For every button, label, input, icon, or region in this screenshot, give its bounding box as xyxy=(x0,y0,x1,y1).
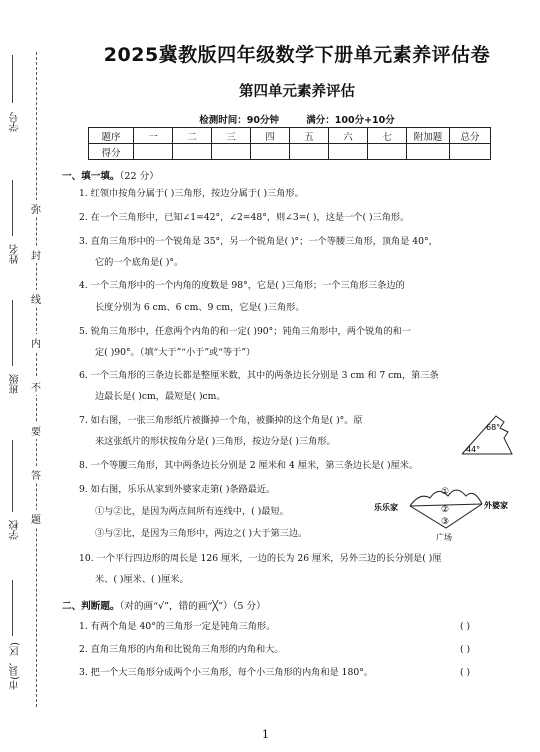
question-9: 9. 如右图，乐乐从家到外婆家走第( )条路最近。 xyxy=(79,484,276,495)
question-2: 2. 在一个三角形中，已知∠1=42°，∠2=48°，则∠3=( )，这是一个( )三角形。 xyxy=(79,212,410,223)
question-9-a: ①与②比，是因为两点间所有连线中，( )最短。 xyxy=(95,506,289,517)
student-id-line xyxy=(12,55,13,103)
exam-title: 2025冀教版四年级数学下册单元素养评估卷 xyxy=(103,44,491,66)
seal-char: 内 xyxy=(31,334,41,351)
seal-char: 要 xyxy=(31,422,41,439)
angle-44-label: 44° xyxy=(466,445,481,454)
score-blank[interactable] xyxy=(450,144,491,160)
score-blank[interactable] xyxy=(212,144,251,160)
seal-char: 线 xyxy=(31,290,41,307)
name-label: 姓名 xyxy=(10,244,21,264)
score-cell: 五 xyxy=(290,128,329,144)
route-3-label: ③ xyxy=(441,517,450,527)
class-label: 班级 xyxy=(10,374,21,394)
student-id-label: 学号 xyxy=(10,112,21,132)
question-7: 7. 如右图，一张三角形纸片被撕掉一个角，被撕掉的这个角是( )°。原 xyxy=(79,415,363,426)
exam-subtitle: 第四单元素养评估 xyxy=(239,84,355,100)
angle-68-label: 68° xyxy=(486,423,501,432)
section1-heading xyxy=(62,168,159,182)
district-line xyxy=(12,580,13,636)
judge-answer-2[interactable]: ( ) xyxy=(460,644,471,655)
exam-time: 检测时间：90分钟 xyxy=(199,115,279,126)
question-10-cont: 米、( )厘米、( )厘米。 xyxy=(95,574,189,585)
question-6-cont: 边最长是( )cm，最短是( )cm。 xyxy=(95,391,226,402)
score-row-label: 得分 xyxy=(89,144,134,160)
score-cell: 题序 xyxy=(89,128,134,144)
exam-meta xyxy=(62,112,532,126)
score-blank[interactable] xyxy=(134,144,173,160)
score-blank[interactable] xyxy=(290,144,329,160)
seal-char: 弥 xyxy=(31,200,41,217)
question-4: 4. 一个三角形中的一个内角的度数是 98°，它是( )三角形；一个三角形三条边的 xyxy=(79,280,405,291)
question-10: 10. 一个平行四边形的周长是 126 厘米，一边的长为 26 厘米，另外三边的长分别是( )厘 xyxy=(79,553,442,564)
score-blank[interactable] xyxy=(251,144,290,160)
judge-answer-1[interactable]: ( ) xyxy=(460,621,471,632)
section2-heading xyxy=(62,598,266,612)
plaza-label: 广场 xyxy=(436,533,452,542)
question-8: 8. 一个等腰三角形，其中两条边长分别是 2 厘米和 4 厘米，第三条边长是( )厘米。 xyxy=(79,460,419,471)
seal-char: 题 xyxy=(31,510,41,527)
question-6: 6. 一个三角形的三条边长都是整厘米数，其中的两条边长分别是 3 cm 和 7 cm，第三条 xyxy=(79,370,439,381)
score-cell: 七 xyxy=(368,128,407,144)
score-cell: 三 xyxy=(212,128,251,144)
question-5: 5. 锐角三角形中，任意两个内角的和一定( )90°；钝角三角形中，两个锐角的和一 xyxy=(79,326,412,337)
question-7-cont: 来这张纸片的形状按角分是( )三角形，按边分是( )三角形。 xyxy=(95,436,336,447)
school-label: 学校 xyxy=(10,520,21,540)
score-cell: 六 xyxy=(329,128,368,144)
section2-points: （对的画“√”，错的画“╳”）（5 分） xyxy=(119,601,266,612)
score-table xyxy=(88,127,491,160)
score-blank[interactable] xyxy=(407,144,450,160)
judge-answer-3[interactable]: ( ) xyxy=(460,667,471,678)
score-cell: 二 xyxy=(173,128,212,144)
question-1: 1. 红领巾按角分属于( )三角形，按边分属于( )三角形。 xyxy=(79,188,304,199)
section2-title: 二、判断题。 xyxy=(62,601,120,612)
exam-full-score: 满分：100分+10分 xyxy=(306,115,395,126)
question-3-cont: 它的一个底角是( )°。 xyxy=(95,257,184,268)
judge-question-3: 3. 把一个大三角形分成两个小三角形，每个小三角形的内角和是 180°。 xyxy=(79,667,373,678)
question-9-b: ③与②比，是因为三角形中，两边之( )大于第三边。 xyxy=(95,528,308,539)
section1-title: 一、填一填。 xyxy=(62,171,120,182)
score-table-header-row xyxy=(89,128,491,144)
home-label: 乐乐家 xyxy=(374,503,398,512)
score-cell: 总分 xyxy=(450,128,491,144)
route-2-label: ② xyxy=(441,505,450,515)
score-blank[interactable] xyxy=(329,144,368,160)
district-label: 市(县、区) xyxy=(10,642,21,690)
school-line xyxy=(12,440,13,512)
seal-char: 答 xyxy=(31,466,41,483)
torn-triangle-figure xyxy=(456,408,516,458)
name-line xyxy=(12,180,13,236)
binding-margin xyxy=(0,0,58,752)
judge-question-2: 2. 直角三角形的内角和比锐角三角形的内角和大。 xyxy=(79,644,284,655)
question-5-cont: 定( )90°。（填“大于”“小于”或“等于”） xyxy=(95,347,256,358)
score-table-score-row xyxy=(89,144,491,160)
score-blank[interactable] xyxy=(368,144,407,160)
score-cell: 附加题 xyxy=(407,128,450,144)
seal-char: 封 xyxy=(31,246,41,263)
question-4-cont: 长度分别为 6 cm、6 cm、9 cm，它是( )三角形。 xyxy=(95,302,305,313)
route-1-label: ① xyxy=(441,487,450,497)
grandma-home-label: 外婆家 xyxy=(484,501,508,510)
section1-points: （22 分） xyxy=(119,171,159,182)
page-number: 1 xyxy=(262,728,269,741)
judge-question-1: 1. 有两个角是 40°的三角形一定是钝角三角形。 xyxy=(79,621,276,632)
question-3: 3. 直角三角形中的一个锐角是 35°，另一个锐角是( )°；一个等腰三角形，顶角是 40°， xyxy=(79,236,438,247)
score-cell: 四 xyxy=(251,128,290,144)
score-cell: 一 xyxy=(134,128,173,144)
route-figure xyxy=(370,482,530,544)
class-line xyxy=(12,300,13,366)
score-blank[interactable] xyxy=(173,144,212,160)
seal-char: 不 xyxy=(31,378,41,395)
